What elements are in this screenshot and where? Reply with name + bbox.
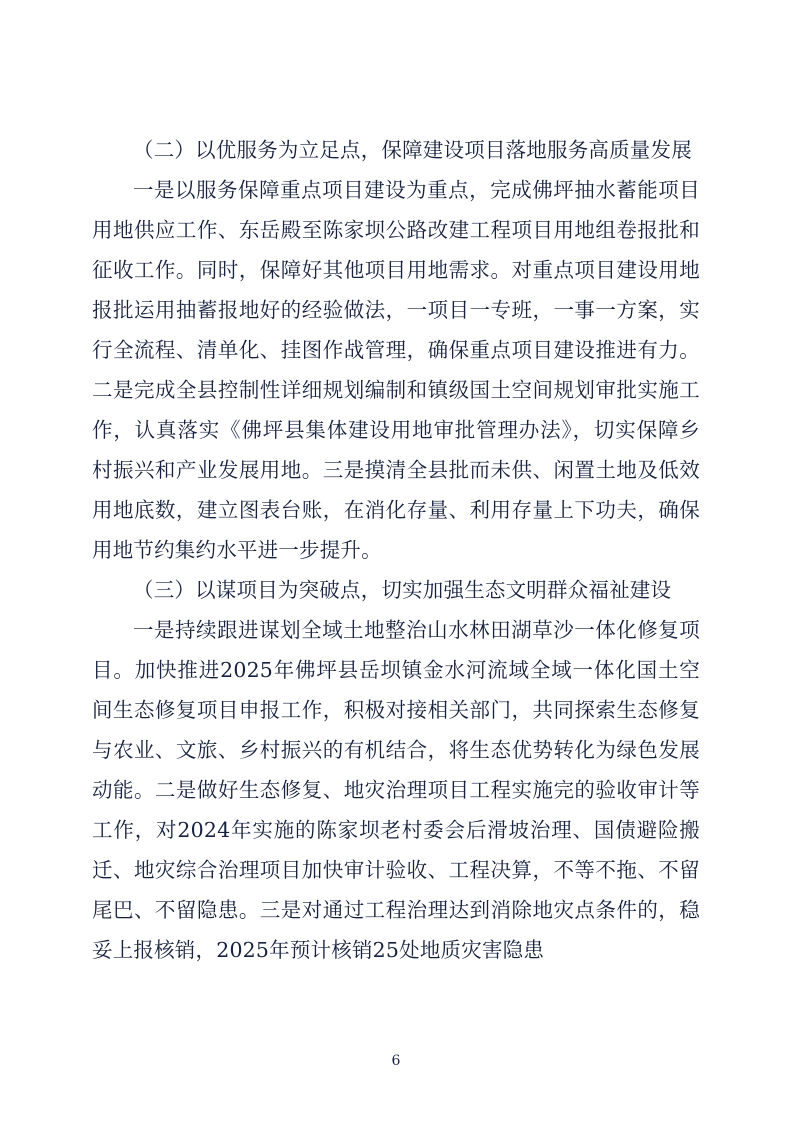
paragraph-section-three-content: 一是持续跟进谋划全域土地整治山水林田湖草沙一体化修复项目。加快推进2025年佛坪县岳坝镇金水河流域全域一体化国土空间生态修复项目申报工作，积极对接相关部门，共同探索生态修复与农业、文旅、乡村振兴的有机结合，将生态优势转化为绿色发展动能。二是做好生态修复、地灾治理项目工程实施完的验收审计等工作，对2024年实施的陈家坝老村委会后滑坡治理、国债避险搬迁、地灾综合治理项目加快审计验收、工程决算，不等不拖、不留尾巴、不留隐患。三是对通过工程治理达到消除地灾点条件的，稳妥上报核销，2025年预计核销25处地质灾害隐患 bbox=[92, 618, 700, 962]
paragraph-section-two-heading: （二）以优服务为立足点，保障建设项目落地服务高质量发展 bbox=[133, 138, 692, 162]
document-body bbox=[92, 130, 700, 970]
paragraph-section-two-content: 一是以服务保障重点项目建设为重点，完成佛坪抽水蓄能项目用地供应工作、东岳殿至陈家坝公路改建工程项目用地组卷报批和征收工作。同时，保障好其他项目用地需求。对重点项目建设用地报批运用抽蓄报地好的经验做法，一项目一专班，一事一方案，实行全流程、清单化、挂图作战管理，确保重点项目建设推进有力。二是完成全县控制性详细规划编制和镇级国土空间规划审批实施工作，认真落实《佛坪县集体建设用地审批管理办法》，切实保障乡村振兴和产业发展用地。三是摸清全县批而未供、闲置土地及低效用地底数，建立图表台账，在消化存量、利用存量上下功夫，确保用地节约集约水平进一步提升。 bbox=[92, 178, 700, 562]
page-number: 6 bbox=[391, 1053, 401, 1069]
paragraph-section-three-heading: （三）以谋项目为突破点，切实加强生态文明群众福祉建设 bbox=[133, 578, 672, 602]
